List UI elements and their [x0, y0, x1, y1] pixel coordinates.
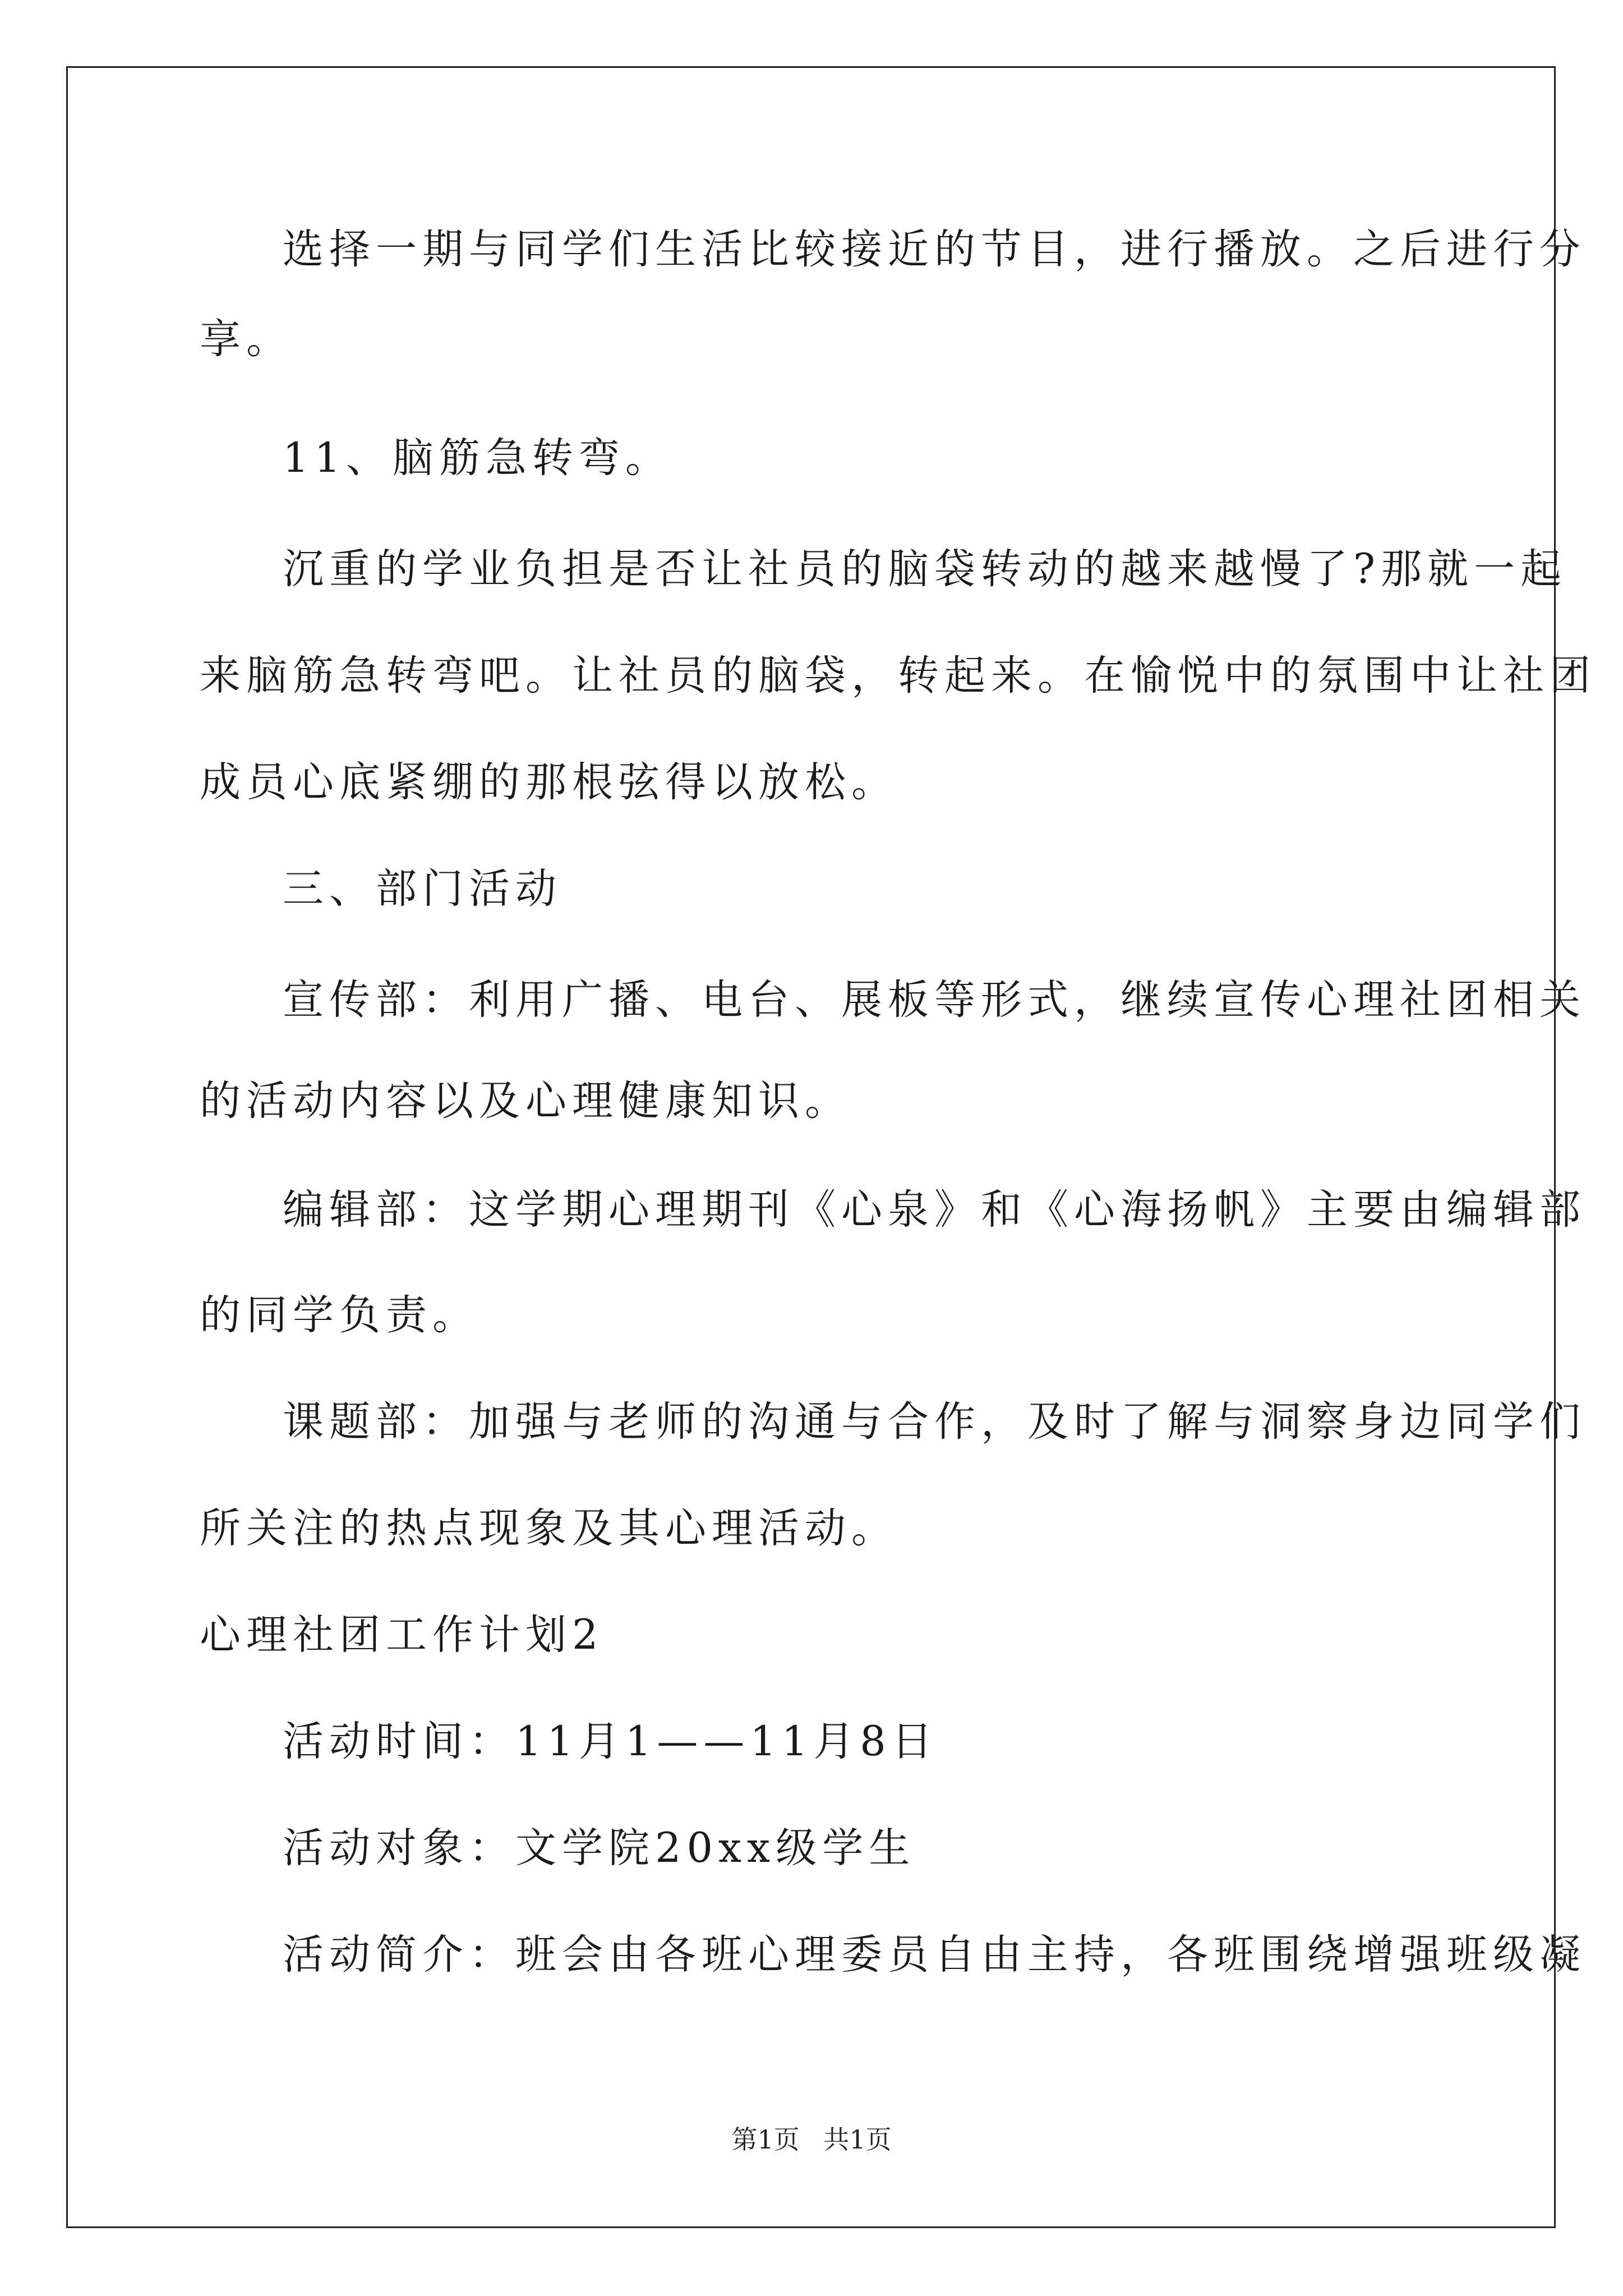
- page-number: 第1页: [731, 2124, 800, 2155]
- paragraph-line: 的同学负责。: [200, 1291, 479, 1339]
- paragraph-line: 选择一期与同学们生活比较接近的节目，进行播放。之后进行分: [283, 226, 1586, 273]
- paragraph-line: 活动对象：文学院20xx级学生: [283, 1824, 916, 1872]
- paragraph-line: 来脑筋急转弯吧。让社员的脑袋，转起来。在愉悦中的氛围中让社团: [200, 652, 1596, 700]
- paragraph-line: 成员心底紧绷的那根弦得以放松。: [200, 758, 898, 806]
- paragraph-line: 课题部：加强与老师的沟通与合作，及时了解与洞察身边同学们: [283, 1398, 1586, 1446]
- page-total: 共1页: [823, 2124, 892, 2155]
- paragraph-line: 11、脑筋急转弯。: [283, 434, 672, 482]
- paragraph-line: 宣传部：利用广播、电台、展板等形式，继续宣传心理社团相关: [283, 976, 1586, 1024]
- paragraph-line: 的活动内容以及心理健康知识。: [200, 1077, 851, 1125]
- paragraph-line: 活动简介：班会由各班心理委员自由主持，各班围绕增强班级凝: [283, 1931, 1586, 1978]
- paragraph-line: 所关注的热点现象及其心理活动。: [200, 1504, 898, 1552]
- paragraph-line: 编辑部：这学期心理期刊《心泉》和《心海扬帆》主要由编辑部: [283, 1186, 1586, 1234]
- page-border: [66, 66, 1556, 2228]
- paragraph-line: 活动时间：11月1——11月8日: [283, 1718, 938, 1765]
- section-heading: 三、部门活动: [283, 865, 562, 913]
- paragraph-line: 享。: [200, 315, 293, 363]
- document-title: 心理社团工作计划2: [200, 1611, 604, 1659]
- page-footer: [0, 2123, 1623, 2156]
- paragraph-line: 沉重的学业负担是否让社员的脑袋转动的越来越慢了?那就一起: [283, 545, 1567, 593]
